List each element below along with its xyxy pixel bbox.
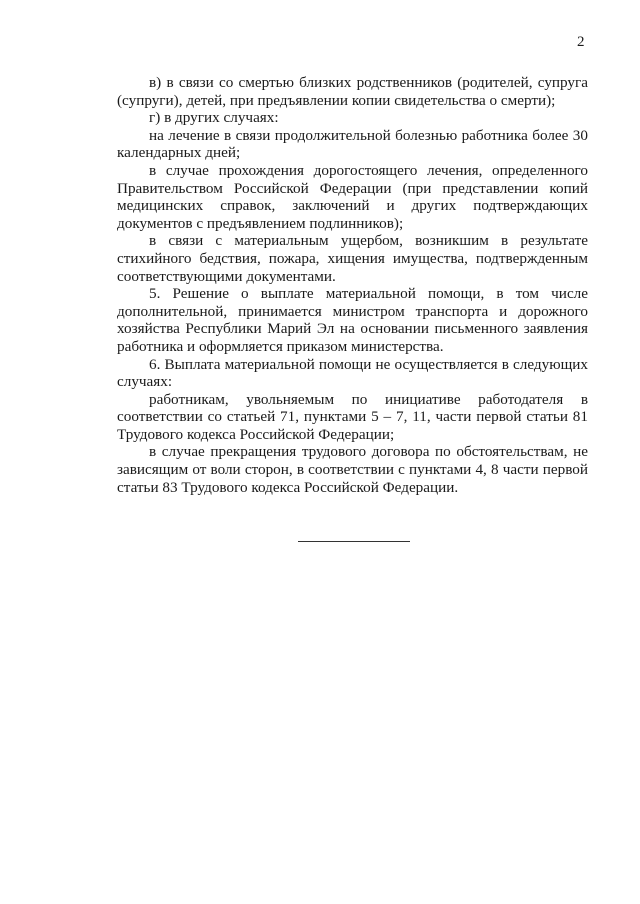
- paragraph-death-of-relatives: в) в связи со смертью близких родственников (родителей, супруга (супруги), детей, при предъявлении копии свидетельства о смерти);: [117, 74, 588, 109]
- paragraph-long-illness: на лечение в связи продолжительной болезнью работника более 30 календарных дней;: [117, 126, 588, 162]
- page-number: 2: [577, 34, 585, 50]
- paragraph-expensive-treatment: в случае прохождения дорогостоящего лечения, определенного Правительством Российской Федерации (при представлении копий медицинских справок, заключений и других подтверждающих документов с предъявлением подлинников);: [117, 161, 588, 232]
- document-body: [117, 74, 588, 496]
- paragraph-clause-5: 5. Решение о выплате материальной помощи, в том числе дополнительной, принимается министром транспорта и дорожного хозяйства Республики Марий Эл на основании письменного заявления работника и оформляется приказом министерства.: [117, 285, 588, 355]
- paragraph-clause-6: 6. Выплата материальной помощи не осуществляется в следующих случаях:: [117, 355, 588, 391]
- paragraph-other-cases: г) в других случаях:: [149, 109, 279, 127]
- paragraph-contract-termination: в случае прекращения трудового договора по обстоятельствам, не зависящим от воли сторон, в соответствии с пунктами 4, 8 части первой статьи 83 Трудового кодекса Российской Федерации.: [117, 443, 588, 496]
- closing-rule: [298, 541, 410, 542]
- paragraph-dismissed-employees: работникам, увольняемым по инициативе работодателя в соответствии со статьей 71, пунктами 5 – 7, 11, части первой статьи 81 Трудового кодекса Российской Федерации;: [117, 390, 588, 443]
- paragraph-material-damage: в связи с материальным ущербом, возникшим в результате стихийного бедствия, пожара, хищения имущества, подтвержденным соответствующими документами.: [117, 232, 588, 285]
